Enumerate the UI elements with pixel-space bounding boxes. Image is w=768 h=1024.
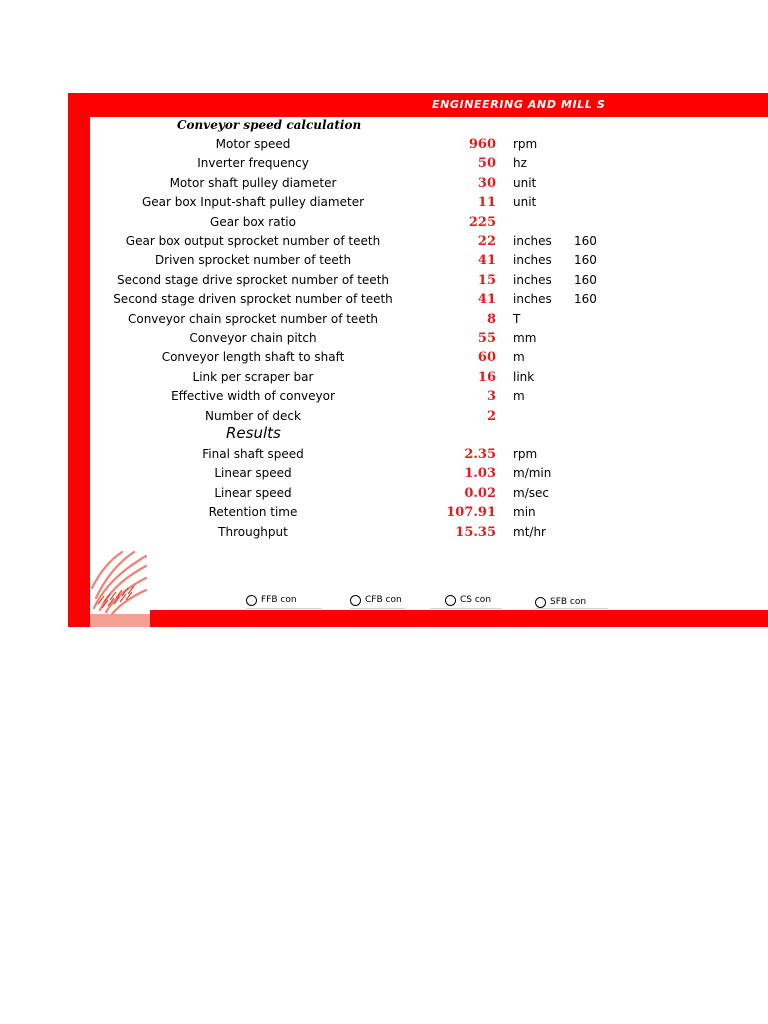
result-label: Retention time — [208, 505, 298, 520]
input-label: Link per scraper bar — [192, 369, 314, 384]
result-unit: m/sec — [513, 485, 549, 500]
input-value[interactable]: 22 — [477, 234, 496, 249]
input-unit: m — [513, 389, 525, 404]
input-value[interactable]: 8 — [486, 311, 496, 327]
result-value: 107.91 — [446, 505, 496, 521]
input-label: Inverter frequency — [197, 156, 309, 171]
input-row — [0, 329, 768, 348]
input-unit: hz — [513, 156, 527, 171]
result-value: 2.35 — [464, 447, 496, 462]
input-label: Driven sprocket number of teeth — [154, 253, 352, 268]
input-value[interactable]: 960 — [468, 137, 496, 152]
option-label: CFB con — [365, 595, 402, 605]
input-label: Gear box output sprocket number of teeth — [125, 234, 381, 248]
input-row — [0, 193, 768, 212]
input-unit: T — [513, 311, 521, 326]
result-label: Throughput — [218, 524, 288, 539]
input-unit: inches — [513, 253, 552, 268]
input-label: Second stage driven sprocket number of teeth — [113, 292, 393, 307]
input-unit: link — [513, 369, 535, 384]
input-row — [0, 368, 768, 387]
input-label: Conveyor chain sprocket number of teeth — [127, 311, 379, 326]
input-label: Motor speed — [215, 137, 291, 151]
results-heading: Results — [226, 424, 281, 442]
input-value[interactable]: 16 — [477, 369, 496, 385]
input-value[interactable]: 30 — [477, 175, 496, 191]
input-unit: inches — [513, 272, 552, 287]
input-label: Motor shaft pulley diameter — [169, 175, 337, 190]
radio-button-icon[interactable] — [246, 595, 257, 606]
input-value[interactable]: 55 — [477, 331, 496, 346]
input-value[interactable]: 2 — [486, 408, 496, 424]
input-extra-value: 160 — [574, 253, 597, 268]
input-label: Gear box ratio — [210, 214, 296, 229]
result-row — [0, 464, 768, 483]
input-row — [0, 290, 768, 309]
result-row — [0, 523, 768, 542]
input-value[interactable]: 225 — [468, 214, 496, 230]
result-row — [0, 445, 768, 464]
result-unit: mt/hr — [513, 524, 546, 539]
option-underline — [430, 608, 502, 609]
result-value: 15.35 — [455, 524, 496, 540]
result-row — [0, 484, 768, 503]
input-row — [0, 174, 768, 193]
input-label: Second stage drive sprocket number of teeth — [117, 272, 389, 287]
option-underline — [535, 608, 608, 609]
input-unit: unit — [513, 195, 537, 210]
input-label: Conveyor chain pitch — [189, 331, 317, 345]
input-label: Conveyor length shaft to shaft — [161, 350, 345, 365]
input-value[interactable]: 15 — [477, 272, 496, 288]
input-extra-value: 160 — [574, 234, 597, 248]
input-label: Number of deck — [205, 408, 301, 423]
input-extra-value: 160 — [574, 272, 597, 287]
radio-button-icon[interactable] — [350, 595, 361, 606]
input-row — [0, 348, 768, 367]
input-value[interactable]: 50 — [477, 156, 496, 172]
result-label: Linear speed — [214, 466, 292, 481]
result-label: Linear speed — [214, 485, 292, 500]
result-row — [0, 503, 768, 522]
option-radio[interactable] — [350, 591, 402, 609]
input-label: Gear box Input-shaft pulley diameter — [141, 195, 365, 210]
option-radio[interactable] — [246, 591, 297, 609]
option-label: FFB con — [261, 595, 297, 605]
input-row — [0, 213, 768, 232]
input-row — [0, 271, 768, 290]
result-label: Final shaft speed — [202, 447, 304, 461]
palm-frond-logo-icon — [90, 548, 150, 627]
result-value: 1.03 — [464, 466, 496, 482]
input-unit: rpm — [513, 137, 538, 151]
input-row — [0, 232, 768, 251]
input-unit: m — [513, 350, 525, 365]
option-radio[interactable] — [445, 591, 491, 609]
result-value: 0.02 — [464, 485, 496, 501]
input-row — [0, 135, 768, 154]
option-label: CS con — [460, 595, 492, 605]
result-unit: m/min — [513, 466, 552, 481]
input-unit: mm — [513, 331, 537, 345]
input-extra-value: 160 — [574, 292, 597, 307]
calculation-heading: Conveyor speed calculation — [177, 118, 362, 132]
result-unit: min — [513, 505, 536, 520]
input-value[interactable]: 41 — [477, 253, 496, 269]
input-value[interactable]: 3 — [486, 389, 496, 405]
radio-button-icon[interactable] — [535, 597, 546, 608]
option-label: SFB con — [550, 597, 587, 607]
input-value[interactable]: 11 — [477, 195, 496, 211]
radio-button-icon[interactable] — [445, 595, 456, 606]
input-row — [0, 387, 768, 406]
result-unit: rpm — [513, 447, 538, 461]
input-unit: unit — [513, 175, 537, 190]
input-value[interactable]: 60 — [477, 350, 496, 366]
banner-title: ENGINEERING AND MILL S — [432, 98, 606, 111]
input-row — [0, 310, 768, 329]
input-row — [0, 407, 768, 426]
input-row — [0, 154, 768, 173]
input-unit: inches — [513, 292, 552, 307]
option-underline — [350, 608, 405, 609]
input-label: Effective width of conveyor — [171, 389, 335, 404]
input-row — [0, 251, 768, 270]
input-value[interactable]: 41 — [477, 292, 496, 308]
input-unit: inches — [513, 234, 552, 248]
option-underline — [246, 608, 322, 609]
